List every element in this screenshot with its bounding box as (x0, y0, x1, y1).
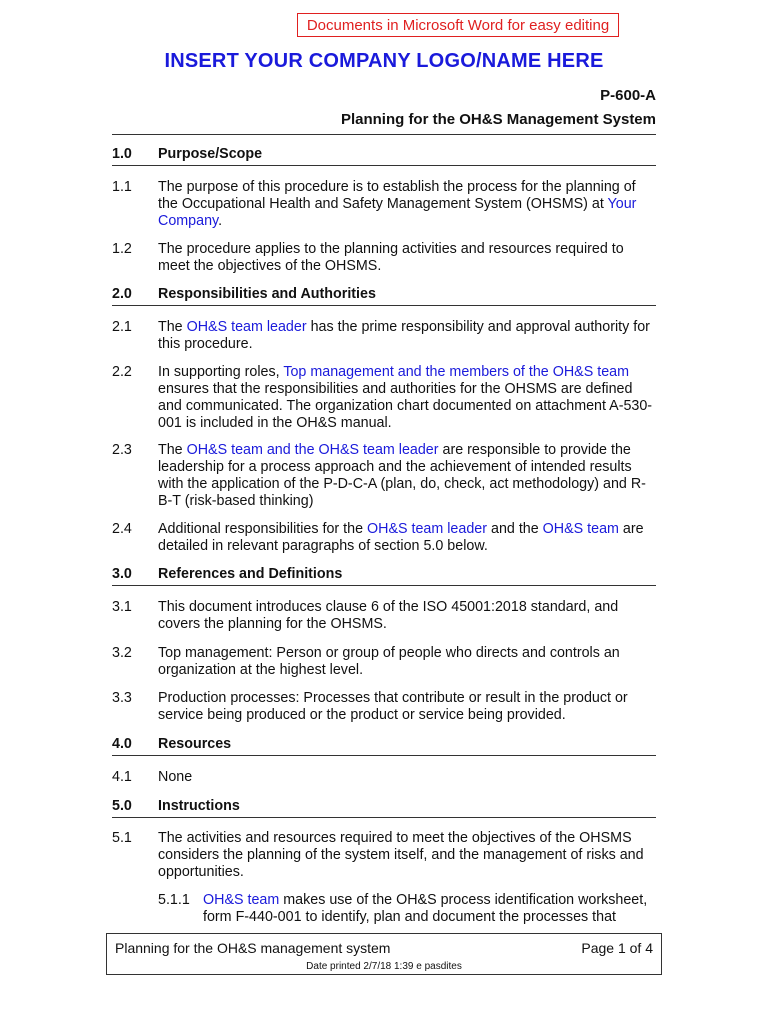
paragraph-text: The OH&S team leader has the prime responsibility and approval authority for this procedure. (158, 319, 650, 352)
paragraph-number: 2.1 (112, 319, 132, 335)
footer-title: Planning for the OH&S management system (115, 940, 391, 956)
print-date: Date printed 2/7/18 1:39 e pasdites (306, 961, 462, 972)
paragraph-text: The purpose of this procedure is to establish the process for the planning of the Occupational Health and Safety Management System (OHSMS) at Your Company. (158, 179, 637, 229)
section-5-divider (112, 817, 656, 818)
paragraph-text: The procedure applies to the planning activities and resources required to meet the objectives of the OHSMS. (158, 241, 624, 274)
section-number: 5.0 (112, 798, 132, 814)
paragraph-text: OH&S team makes use of the OH&S process identification worksheet, form F-440-001 to identify, plan and document the processes that (203, 892, 648, 925)
section-title: References and Definitions (158, 566, 343, 582)
paragraph-text: The OH&S team and the OH&S team leader are responsible to provide the leadership for a process approach and the achievement of intended results with the application of the P-D-C-A (plan, do, check, act methodology) and R-B-T (risk-based thinking) (158, 442, 646, 509)
paragraph-number: 1.2 (112, 241, 132, 257)
document-title: Planning for the OH&S Management System (340, 111, 656, 128)
paragraph-text: Top management: Person or group of people who directs and controls an organization at the highest level. (158, 645, 620, 678)
word-format-notice: Documents in Microsoft Word for easy editing (297, 13, 619, 37)
paragraph-number: 4.1 (112, 769, 132, 785)
section-2-divider (112, 305, 656, 306)
paragraph-text: None (158, 769, 193, 785)
section-title: Responsibilities and Authorities (158, 286, 376, 302)
paragraph-number: 1.1 (112, 179, 132, 195)
section-number: 3.0 (112, 566, 132, 582)
page-number: Page 1 of 4 (581, 940, 653, 956)
paragraph-number: 2.2 (112, 364, 132, 380)
section-1-divider (112, 165, 656, 166)
paragraph-number: 5.1.1 (158, 892, 190, 908)
paragraph-number: 2.4 (112, 521, 132, 537)
paragraph-number: 2.3 (112, 442, 132, 458)
section-title: Instructions (158, 798, 240, 814)
paragraph-text: Production processes: Processes that contribute or result in the product or service being produced or the product or service being provided. (158, 690, 628, 723)
section-title: Resources (158, 736, 232, 752)
page-footer (106, 933, 662, 975)
section-number: 2.0 (112, 286, 132, 302)
paragraph-text: This document introduces clause 6 of the ISO 45001:2018 standard, and covers the planning for the OHSMS. (158, 599, 619, 632)
title-divider (112, 134, 656, 135)
paragraph-number: 5.1 (112, 830, 132, 846)
paragraph-number: 3.1 (112, 599, 132, 615)
section-3-divider (112, 585, 656, 586)
company-name-field: Your Company (158, 196, 637, 229)
section-number: 4.0 (112, 736, 132, 752)
section-4-divider (112, 755, 656, 756)
section-title: Purpose/Scope (158, 146, 263, 162)
company-name-placeholder: INSERT YOUR COMPANY LOGO/NAME HERE (164, 50, 604, 72)
paragraph-number: 3.2 (112, 645, 132, 661)
document-number: P-600-A (600, 87, 656, 104)
paragraph-number: 3.3 (112, 690, 132, 706)
paragraph-text: The activities and resources required to meet the objectives of the OHSMS considers the planning of the system itself, and the management of risks and opportunities. (158, 830, 644, 880)
paragraph-text: In supporting roles, Top management and the members of the OH&S team ensures that the responsibilities and authorities for the OHSMS are defined and communicated. The organization chart documented on attachment A-530-001 is included in the OH&S manual. (158, 364, 653, 431)
paragraph-text: Additional responsibilities for the OH&S team leader and the OH&S team are detailed in relevant paragraphs of section 5.0 below. (158, 521, 644, 554)
section-number: 1.0 (112, 146, 132, 162)
